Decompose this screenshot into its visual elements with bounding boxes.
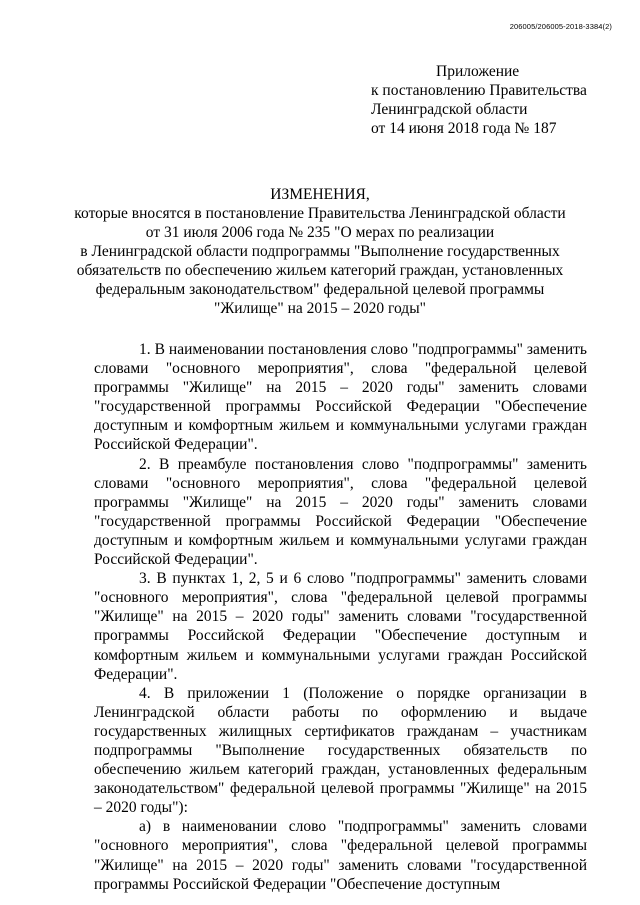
document-body (94, 340, 587, 894)
document-title (0, 185, 640, 318)
paragraph: а) в наименовании слово "подпрограммы" заменить словами "основного мероприятия", слова "федеральной целевой программы "Жилище" на 2015 – 2020 годы" заменить словами "государственной программы Российской Федерации "Обеспечение доступным (94, 818, 587, 893)
paragraph: 4. В приложении 1 (Положение о порядке организации в Ленинградской области работы по оформлению и выдаче государственных жилищных сертификатов гражданам – участникам подпрограммы "Выполнение государственных обязательств по обеспечению жильем категорий граждан, установленных федеральным законодательством" федеральной целевой программы "Жилище" на 2015 – 2020 годы"): (94, 684, 587, 817)
title-line: от 31 июля 2006 года № 235 "О мерах по реализации (145, 224, 495, 241)
title-line: в Ленинградской области подпрограммы "Выполнение государственных (80, 243, 560, 260)
document-id: 206005/206005-2018-3384(2) (509, 22, 612, 31)
appendix-date: от 14 июня 2018 года № 187 (371, 120, 557, 137)
title-line: которые вносятся в постановление Правительства Ленинградской области (74, 205, 566, 222)
title-heading: ИЗМЕНЕНИЯ, (270, 186, 370, 203)
title-line: "Жилище" на 2015 – 2020 годы" (214, 300, 426, 317)
paragraph: 3. В пунктах 1, 2, 5 и 6 слово "подпрограммы" заменить словами "основного мероприятия", слова "федеральной целевой программы "Жилище" на 2015 – 2020 годы" заменить словами "государственной программы Российской Федерации "Обеспечение доступным и комфортным жильем и коммунальными услугами граждан Российской Федерации". (94, 570, 587, 683)
appendix-reference: к постановлению Правительства (371, 82, 587, 99)
appendix-title: Приложение (436, 63, 520, 80)
title-line: обязательств по обеспечению жильем категорий граждан, установленных (76, 262, 564, 279)
title-line: федеральным законодательством" федеральной целевой программы (95, 281, 545, 298)
paragraph: 1. В наименовании постановления слово "подпрограммы" заменить словами "основного мероприятия", слова "федеральной целевой программы "Жилище" на 2015 – 2020 годы" заменить словами "государственной программы Российской Федерации "Обеспечение доступным и комфортным жильем и коммунальными услугами граждан Российской Федерации". (94, 341, 587, 454)
appendix-region: Ленинградской области (371, 101, 528, 118)
appendix-block (371, 62, 587, 138)
paragraph: 2. В преамбуле постановления слово "подпрограммы" заменить словами "основного мероприятия", слова "федеральной целевой программы "Жилище" на 2015 – 2020 годы" заменить словами "государственной программы Российской Федерации "Обеспечение доступным и комфортным жильем и коммунальными услугами граждан Российской Федерации". (94, 455, 587, 569)
